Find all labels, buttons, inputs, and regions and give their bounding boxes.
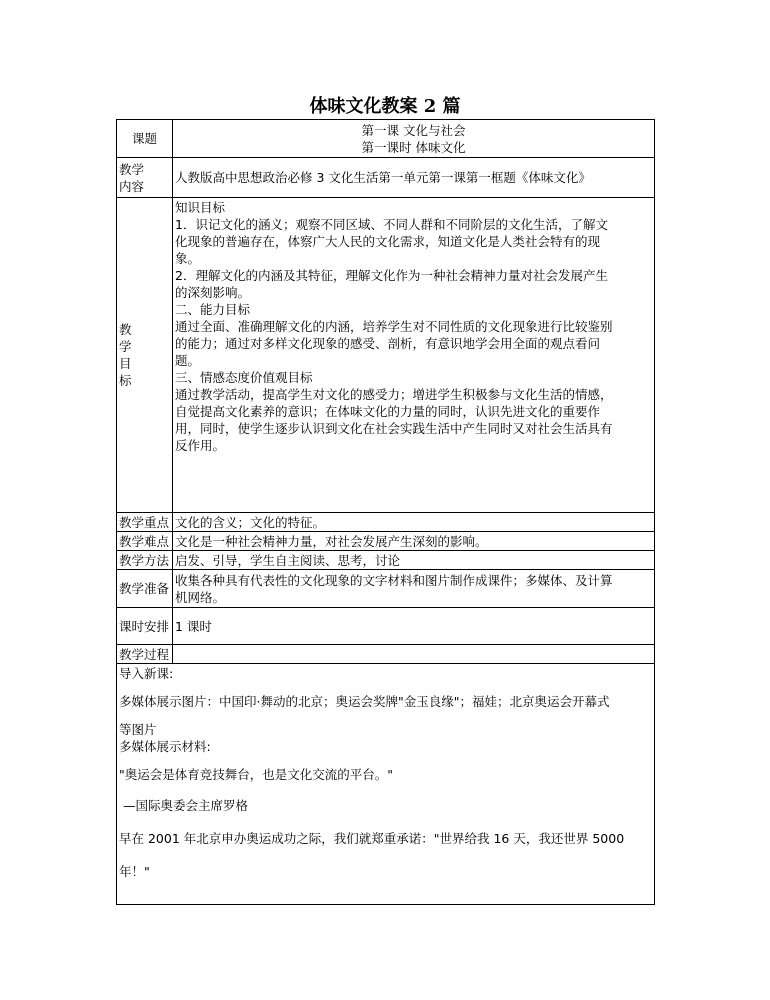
preparation-label: 教学准备 (117, 570, 173, 608)
process-empty (173, 645, 655, 664)
ability-item: 通过全面、准确理解文化的内涵，培养学生对不同性质的文化现象进行比较鉴别 (175, 319, 613, 334)
goals-label (117, 198, 173, 513)
process-quote-author: —国际奥委会主席罗格 (123, 798, 249, 813)
goals-label-char: 教 (119, 322, 132, 337)
content-value: 人教版高中思想政治必修 3 文化生活第一单元第一课第一框题《体味文化》 (173, 158, 655, 198)
topic-line-2: 第一课时 体味文化 (361, 139, 466, 155)
topic-label: 课题 (117, 120, 173, 158)
knowledge-item: 的深刻影响。 (175, 285, 251, 300)
process-label: 教学过程 (117, 645, 173, 664)
preparation-line: 机网络。 (175, 589, 226, 605)
row-process (117, 645, 655, 664)
emotion-item: 自觉提高文化素养的意识；在体味文化的力量的同时，认识先进文化的重要作 (175, 404, 601, 419)
row-content (117, 158, 655, 198)
key-points-label: 教学重点 (117, 513, 173, 532)
content-label-top: 教学 (119, 161, 145, 177)
knowledge-heading: 知识目标 (175, 200, 226, 215)
methods-value: 启发、引导，学生自主阅读、思考，讨论 (173, 551, 655, 570)
process-content (117, 664, 655, 905)
process-paragraph: 多媒体展示图片：中国印·舞动的北京；奥运会奖牌"金玉良缘"；福娃；北京奥运会开幕式 (119, 694, 610, 709)
knowledge-item: 2．理解文化的内涵及其特征，理解文化作为一种社会精神力量对社会发展产生 (175, 268, 608, 283)
goals-label-char: 学 (119, 339, 132, 354)
row-schedule (117, 608, 655, 645)
process-paragraph: 多媒体展示材料: (119, 739, 211, 754)
schedule-value: 1 课时 (173, 608, 655, 645)
topic-line-1: 第一课 文化与社会 (361, 122, 466, 138)
row-topic (117, 120, 655, 158)
difficulties-value: 文化是一种社会精神力量，对社会发展产生深刻的影响。 (173, 532, 655, 551)
row-key-points (117, 513, 655, 532)
row-goals (117, 198, 655, 513)
row-difficulties (117, 532, 655, 551)
process-intro: 导入新课: (119, 666, 174, 681)
content-label-bottom: 内容 (119, 178, 145, 194)
preparation-line: 收集各种具有代表性的文化现象的文字材料和图片制作成课件；多媒体、及计算 (175, 572, 613, 588)
key-points-value: 文化的含义；文化的特征。 (173, 513, 655, 532)
process-paragraph: 早在 2001 年北京申办奥运成功之际，我们就郑重承诺："世界给我 16 天，我还世界 5000 (119, 831, 625, 846)
row-methods (117, 551, 655, 570)
ability-heading: 二、能力目标 (175, 302, 251, 317)
knowledge-item: 1．识记文化的涵义；观察不同区域、不同人群和不同阶层的文化生活，了解文 (175, 217, 608, 232)
ability-item: 题。 (175, 353, 201, 368)
ability-item: 的能力；通过对多样文化现象的感受、剖析，有意识地学会用全面的观点看问 (175, 336, 601, 351)
process-quote: "奥运会是体育竞技舞台，也是文化交流的平台。" (119, 767, 393, 782)
emotion-heading: 三、情感态度价值观目标 (175, 370, 313, 385)
page-title: 体味文化教案 2 篇 (309, 96, 461, 117)
content-label (117, 158, 173, 198)
goals-label-char: 目 (119, 356, 132, 371)
difficulties-label: 教学难点 (117, 532, 173, 551)
knowledge-item: 化现象的普遍存在，体察广大人民的文化需求，知道文化是人类社会特有的现 (175, 234, 601, 249)
goals-value (173, 198, 655, 513)
goals-label-char: 标 (119, 373, 132, 388)
row-process-content (117, 664, 655, 905)
process-paragraph: 等图片 (119, 722, 157, 737)
emotion-item: 用，同时，使学生逐步认识到文化在社会实践生活中产生同时又对社会生活具有 (175, 421, 613, 436)
knowledge-item: 象。 (175, 251, 201, 266)
schedule-label: 课时安排 (117, 608, 173, 645)
preparation-value (173, 570, 655, 608)
row-preparation (117, 570, 655, 608)
lesson-plan-table (116, 119, 655, 905)
emotion-item: 通过教学活动，提高学生对文化的感受力；增进学生积极参与文化生活的情感， (175, 387, 613, 402)
topic-value (173, 120, 655, 158)
process-paragraph: 年！" (119, 864, 150, 879)
methods-label: 教学方法 (117, 551, 173, 570)
emotion-item: 反作用。 (175, 438, 226, 453)
